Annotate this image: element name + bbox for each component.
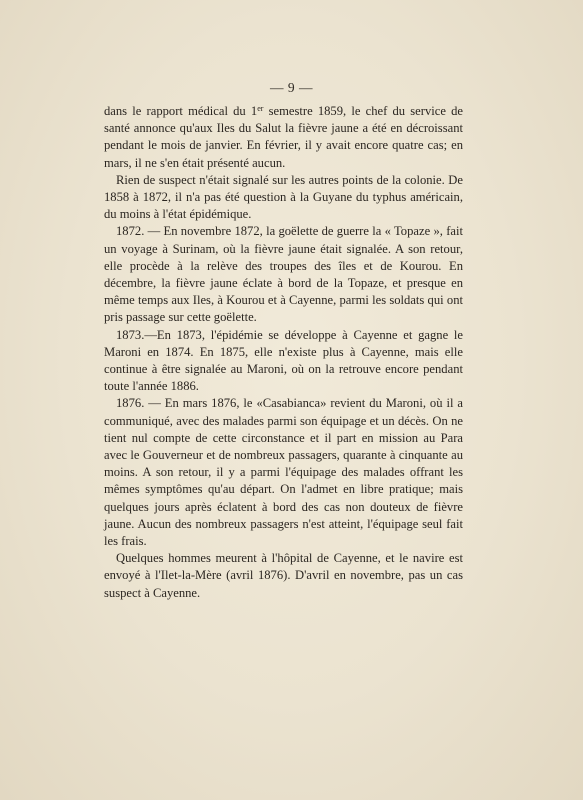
paragraph-1-rest: semestre 1859, le chef du service de santé annonce qu'aux Iles du Salut la fièvre jaune a été en décroissant pendant le mois de janvier. En février, il y avait encore quatre cas; en mars, il ne s'en était présenté aucun.: [104, 104, 463, 170]
ordinal-superscript: er: [257, 104, 264, 113]
page-number: — 9 —: [270, 80, 313, 95]
paragraph-1-start: dans le rapport médical du 1: [104, 104, 258, 118]
paragraph-1873: 1873.—En 1873, l'épidémie se développe à Cayenne et gagne le Maroni en 1874. En 1875, elle n'existe plus à Cayenne, mais elle continue à être signalée au Maroni, où on la retrouve encore pendant toute l'année 1886.: [104, 327, 463, 394]
body-text: [104, 103, 463, 602]
paragraph-final: Quelques hommes meurent à l'hôpital de Cayenne, et le navire est envoyé à l'Ilet-la-Mère (avril 1876). D'avril en novembre, pas un cas suspect à Cayenne.: [104, 551, 463, 600]
paragraph-1876: 1876. — En mars 1876, le «Casabianca» revient du Maroni, où il a communiqué, avec des malades parmi son équipage et un décès. On ne tient nul compte de cette circonstance et il part en mission au Para avec le Gouverneur et de nombreux passagers, quarante à cinquante au moins. A son retour, il y a parmi l'équipage des malades offrant les mêmes symptômes qu'au départ. On l'admet en libre pratique; mais quelques jours après éclatent à bord des cas non douteux de fièvre jaune. Aucun des nombreux passagers n'est atteint, l'équipage seul fait les frais.: [104, 396, 463, 549]
paragraph-2: Rien de suspect n'était signalé sur les autres points de la colonie. De 1858 à 1872, il n'a pas été question à la Guyane du typhus américain, du moins à l'état épidémique.: [104, 172, 463, 222]
paragraph-1872: 1872. — En novembre 1872, la goëlette de guerre la « Topaze », fait un voyage à Surinam, où la fièvre jaune était signalée. A son retour, elle procède à la relève des troupes des îles et de Kourou. En décembre, la fièvre jaune éclate à bord de la Topaze, et presque en même temps aux Iles, à Kourou et à Cayenne, parmi les soldats qui ont pris passage sur cette goëlette.: [104, 224, 463, 325]
paragraph-1: [104, 103, 463, 172]
